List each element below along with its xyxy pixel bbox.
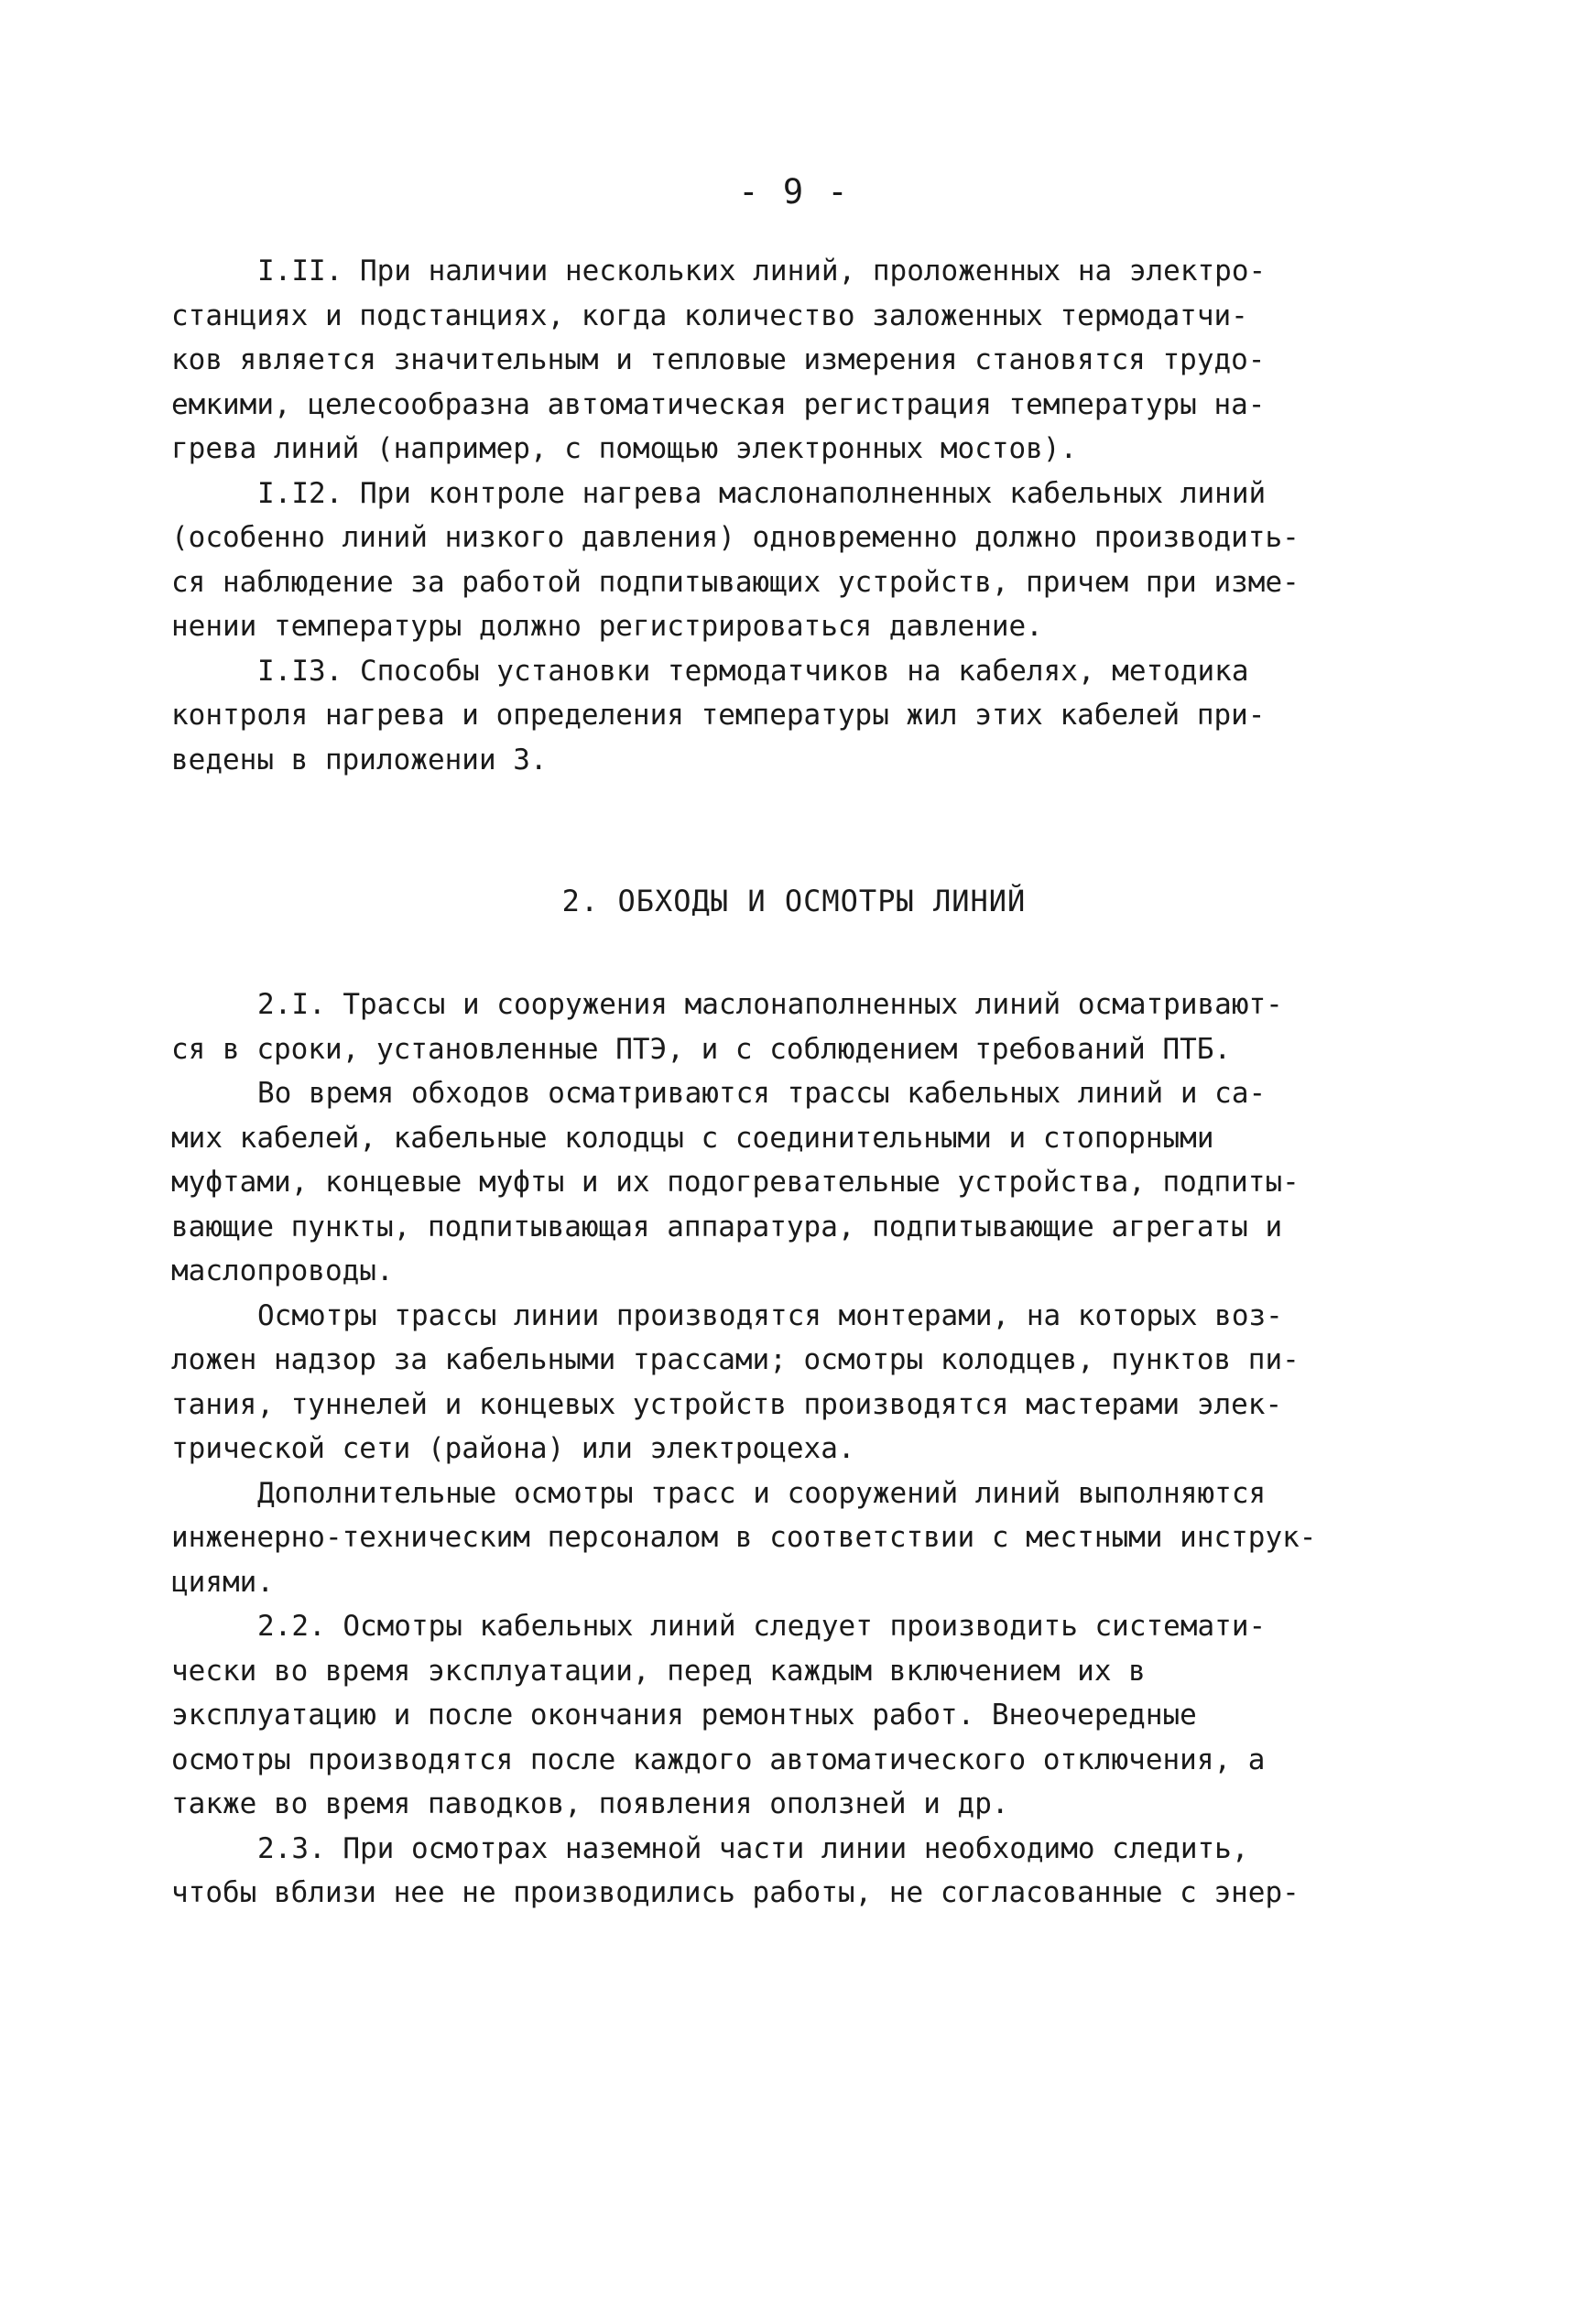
text-line: циями. [171, 1565, 274, 1599]
text-line: вающие пункты, подпитывающая аппаратура, подпитывающие агрегаты и [171, 1210, 1283, 1243]
paragraph-1-12 [171, 472, 1398, 649]
paragraph-2-1 [171, 983, 1398, 1071]
paragraph-2-2 [171, 1604, 1398, 1827]
text-line: I.I2. При контроле нагрева маслонаполненных кабельных линий [257, 476, 1267, 510]
text-line: 2.2. Осмотры кабельных линий следует производить системати- [257, 1610, 1267, 1643]
text-line: Во время обходов осматриваются трассы кабельных линий и са- [257, 1077, 1267, 1110]
text-line: ся в сроки, установленные ПТЭ, и с соблюдением требований ПТБ. [171, 1032, 1232, 1066]
text-line: муфтами, концевые муфты и их подогревательные устройства, подпиты- [171, 1166, 1300, 1199]
text-line: маслопроводы. [171, 1254, 394, 1287]
text-line: 2.3. При осмотрах наземной части линии необходимо следить, [257, 1831, 1249, 1865]
section-2-body [171, 983, 1398, 1916]
paragraph-1-13 [171, 649, 1398, 783]
text-line: эксплуатацию и после окончания ремонтных работ. Внеочередные [171, 1699, 1197, 1732]
text-line: осмотры производятся после каждого автоматического отключения, а [171, 1743, 1266, 1776]
paragraph-2-1-c [171, 1294, 1398, 1472]
text-line: I.I3. Способы установки термодатчиков на кабелях, методика [257, 654, 1249, 688]
paragraph-2-1-b [171, 1071, 1398, 1294]
text-line: Осмотры трассы линии производятся монтерами, на которых воз- [257, 1298, 1283, 1332]
text-line: ков является значительным и тепловые измерения становятся трудо- [171, 343, 1266, 376]
text-line: трической сети (района) или электроцеха. [171, 1432, 855, 1465]
text-line: чески во время эксплуатации, перед каждым включением их в [171, 1654, 1146, 1688]
text-line: емкими, целесообразна автоматическая регистрация температуры на- [171, 387, 1266, 421]
section-1-body [171, 249, 1398, 782]
text-line: станциях и подстанциях, когда количество заложенных термодатчи- [171, 299, 1248, 332]
text-line: инженерно-техническим персоналом в соответствии с местными инструк- [171, 1521, 1317, 1554]
paragraph-1-11 [171, 249, 1398, 472]
text-line: ся наблюдение за работой подпитывающих устройств, причем при изме- [171, 565, 1300, 599]
text-line: тания, туннелей и концевых устройств производятся мастерами элек- [171, 1387, 1283, 1421]
text-line: 2.I. Трассы и сооружения маслонаполненных линий осматривают- [257, 988, 1283, 1021]
text-line: мих кабелей, кабельные колодцы с соединительными и стопорными [171, 1121, 1214, 1155]
text-line: нении температуры должно регистрироваться давление. [171, 610, 1043, 643]
text-line: также во время паводков, появления оползней и др. [171, 1787, 1009, 1820]
text-line: грева линий (например, с помощью электронных мостов). [171, 432, 1078, 465]
text-line: Дополнительные осмотры трасс и сооружений линий выполняются [257, 1476, 1267, 1510]
text-line: I.II. При наличии нескольких линий, проложенных на электро- [257, 255, 1267, 288]
text-line: чтобы вблизи нее не производились работы, не согласованные с энер- [171, 1876, 1300, 1909]
text-line: (особенно линий низкого давления) одновременно должно производить- [171, 521, 1300, 554]
text-line: ведены в приложении 3. [171, 743, 548, 776]
paragraph-2-1-d [171, 1472, 1398, 1605]
section-2-heading: 2. ОБХОДЫ И ОСМОТРЫ ЛИНИЙ [561, 884, 1027, 918]
text-line: контроля нагрева и определения температуры жил этих кабелей при- [171, 699, 1266, 732]
page-number: - 9 - [738, 172, 850, 212]
text-line: ложен надзор за кабельными трассами; осмотры колодцев, пунктов пи- [171, 1343, 1300, 1376]
paragraph-2-3 [171, 1827, 1398, 1916]
